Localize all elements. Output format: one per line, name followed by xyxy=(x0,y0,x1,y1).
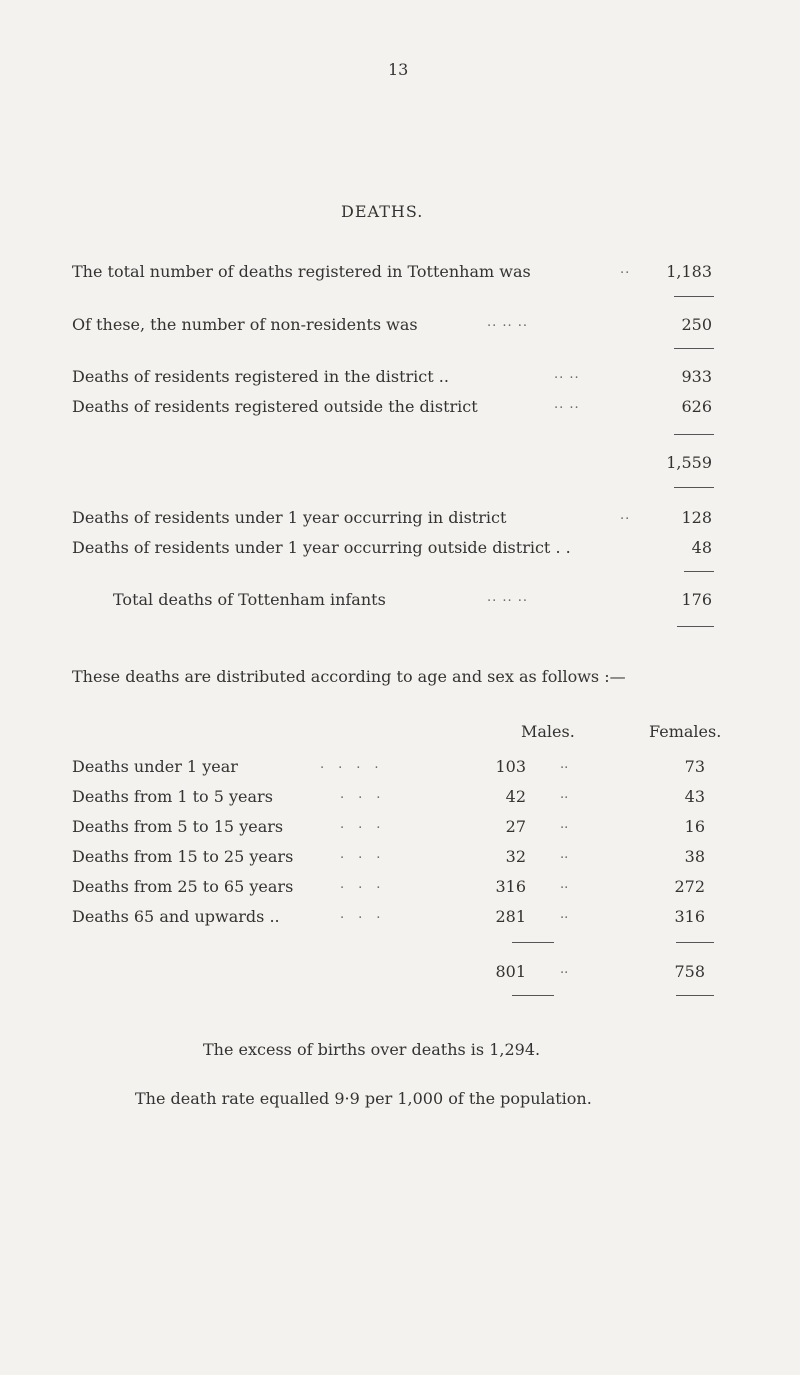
header-males: Males. xyxy=(521,722,575,741)
row-value: 48 xyxy=(691,538,712,557)
rule xyxy=(684,571,714,572)
table-row xyxy=(72,757,712,779)
males-value: 316 xyxy=(495,877,526,896)
separator-dots: .. xyxy=(560,787,569,802)
summary-row-infant-total xyxy=(113,590,712,612)
separator-dots: .. xyxy=(560,907,569,922)
summary-row-subtotal xyxy=(72,453,712,475)
rule xyxy=(674,487,714,488)
separator-dots: .. xyxy=(560,817,569,832)
rule xyxy=(674,434,714,435)
row-value: 1,183 xyxy=(666,262,712,281)
females-value: 316 xyxy=(674,907,705,926)
leader-dots: .... xyxy=(320,757,393,772)
header-females: Females. xyxy=(649,722,722,741)
leader-dots: .. .. xyxy=(554,367,580,382)
row-label: Of these, the number of non-residents was xyxy=(72,315,418,334)
row-value: 626 xyxy=(681,397,712,416)
distribution-intro: These deaths are distributed according to age and sex as follows :— xyxy=(72,667,626,686)
table-row xyxy=(72,907,712,929)
row-label: Deaths from 25 to 65 years xyxy=(72,877,294,896)
row-label: Deaths from 15 to 25 years xyxy=(72,847,294,866)
page-title: DEATHS. xyxy=(341,202,424,221)
males-value: 281 xyxy=(495,907,526,926)
females-value: 272 xyxy=(674,877,705,896)
table-row xyxy=(72,817,712,839)
page-number: 13 xyxy=(388,60,409,79)
males-value: 32 xyxy=(505,847,526,866)
row-value: 128 xyxy=(681,508,712,527)
summary-row-infants-outside-district xyxy=(72,538,712,560)
row-label: Deaths under 1 year xyxy=(72,757,238,776)
leader-dots: ... xyxy=(340,787,395,802)
summary-row-infants-in-district xyxy=(72,508,712,530)
rule xyxy=(512,942,554,943)
females-total: 758 xyxy=(674,962,705,981)
males-value: 103 xyxy=(495,757,526,776)
males-value: 27 xyxy=(505,817,526,836)
leader-dots: .. xyxy=(620,508,631,523)
females-value: 16 xyxy=(684,817,705,836)
leader-dots: .. .. xyxy=(554,397,580,412)
separator-dots: .. xyxy=(560,757,569,772)
row-value: 250 xyxy=(681,315,712,334)
rule xyxy=(674,348,714,349)
leader-dots: .. .. .. xyxy=(487,590,529,605)
leader-dots: ... xyxy=(340,817,395,832)
separator-dots: .. xyxy=(560,847,569,862)
rule xyxy=(512,995,554,996)
females-value: 73 xyxy=(684,757,705,776)
rule xyxy=(674,296,714,297)
females-value: 38 xyxy=(684,847,705,866)
death-rate-note: The death rate equalled 9·9 per 1,000 of the population. xyxy=(135,1089,592,1108)
separator-dots: .. xyxy=(560,962,569,977)
row-value: 1,559 xyxy=(666,453,712,472)
summary-row-residents-outside-district xyxy=(72,397,712,419)
table-totals-row xyxy=(72,962,712,984)
row-label: Deaths of residents under 1 year occurring in district xyxy=(72,508,507,527)
row-label: Total deaths of Tottenham infants xyxy=(113,590,386,609)
leader-dots: ... xyxy=(340,907,395,922)
rule xyxy=(677,626,714,627)
separator-dots: .. xyxy=(560,877,569,892)
row-label: Deaths of residents registered in the district .. xyxy=(72,367,449,386)
row-label: Deaths of residents registered outside the district xyxy=(72,397,478,416)
row-label: Deaths from 5 to 15 years xyxy=(72,817,284,836)
row-label: Deaths 65 and upwards .. xyxy=(72,907,280,926)
males-value: 42 xyxy=(505,787,526,806)
summary-row-residents-in-district xyxy=(72,367,712,389)
leader-dots: ... xyxy=(340,877,395,892)
summary-row-total-deaths xyxy=(72,262,712,284)
leader-dots: .. xyxy=(620,262,631,277)
row-label: The total number of deaths registered in Tottenham was xyxy=(72,262,531,281)
excess-births-note: The excess of births over deaths is 1,294. xyxy=(203,1040,541,1059)
males-total: 801 xyxy=(495,962,526,981)
row-value: 176 xyxy=(681,590,712,609)
row-label: Deaths of residents under 1 year occurring outside district . . xyxy=(72,538,571,557)
table-row xyxy=(72,787,712,809)
row-label: Deaths from 1 to 5 years xyxy=(72,787,273,806)
leader-dots: .. .. .. xyxy=(487,315,529,330)
leader-dots: ... xyxy=(340,847,395,862)
rule xyxy=(676,995,714,996)
table-row xyxy=(72,877,712,899)
table-row xyxy=(72,847,712,869)
rule xyxy=(676,942,714,943)
females-value: 43 xyxy=(684,787,705,806)
row-value: 933 xyxy=(681,367,712,386)
summary-row-non-residents xyxy=(72,315,712,337)
